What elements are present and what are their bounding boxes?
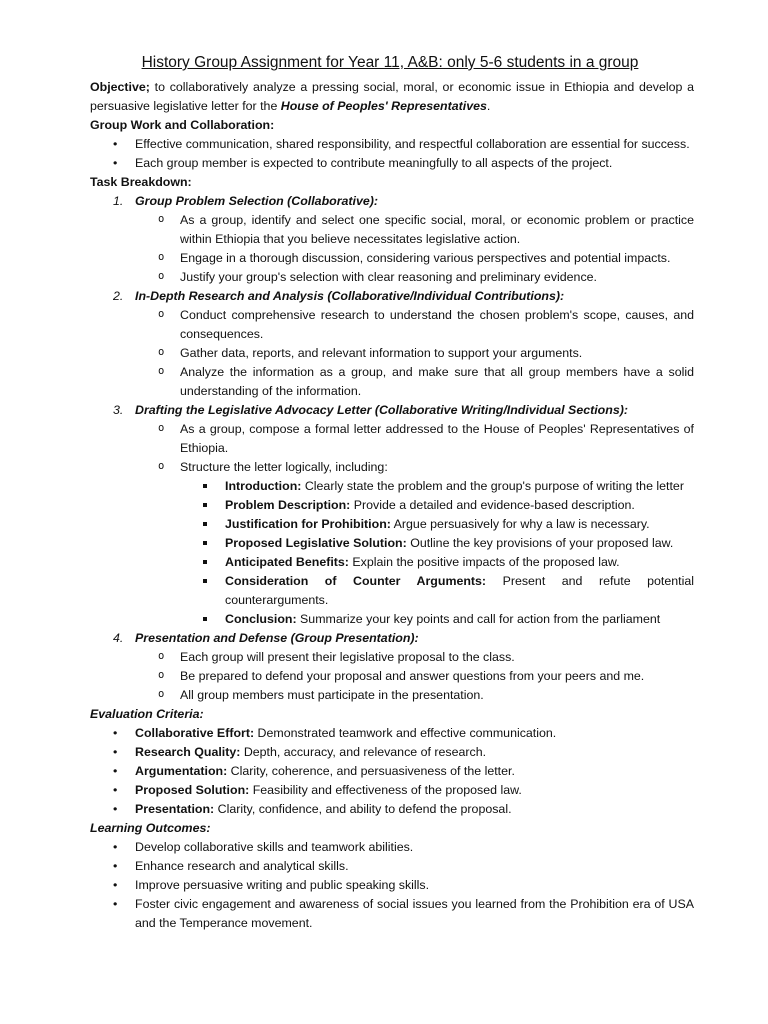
structure-label: Introduction: (225, 479, 302, 493)
list-item: o Analyze the information as a group, and make sure that all group members have a solid understanding of the information. (135, 363, 694, 401)
letter-structure-list (180, 477, 694, 629)
group-work-heading: Group Work and Collaboration: (90, 118, 275, 132)
structure-text: Present and refute potential counterarguments. (225, 574, 694, 607)
evaluation-heading: Evaluation Criteria: (90, 707, 204, 721)
objective-end: . (486, 99, 491, 113)
structure-label: Conclusion: (225, 612, 297, 626)
criterion-label: Research Quality: (135, 745, 241, 759)
criterion-text: Clarity, confidence, and ability to defend the proposal. (214, 802, 512, 816)
list-item: • Effective communication, shared responsibility, and respectful collaboration are essential for success. (90, 135, 694, 154)
task-sublist (135, 420, 694, 629)
task-item-3 (90, 401, 694, 629)
structure-item (180, 553, 694, 572)
task-breakdown-heading: Task Breakdown: (90, 175, 192, 189)
structure-label: Anticipated Benefits: (225, 555, 349, 569)
criterion-text: Depth, accuracy, and relevance of research. (240, 745, 487, 759)
list-item: o All group members must participate in the presentation. (135, 686, 694, 705)
structure-label: Problem Description: (225, 498, 351, 512)
list-item-text: Structure the letter logically, including: (180, 460, 388, 474)
outcomes-heading: Learning Outcomes: (90, 821, 211, 835)
assignment-title: History Group Assignment for Year 11, A&B: only 5-6 students in a group (141, 54, 639, 71)
task-title: Group Problem Selection (Collaborative): (135, 194, 379, 208)
task-item-1 (90, 192, 694, 287)
structure-item (180, 572, 694, 610)
list-item: • Foster civic engagement and awareness of social issues you learned from the Prohibition era of USA and the Temperance movement. (90, 895, 694, 933)
task-sublist (135, 211, 694, 287)
criterion-text: Feasibility and effectiveness of the proposed law. (249, 783, 522, 797)
task-sublist (135, 306, 694, 401)
outcomes-list (90, 838, 694, 933)
structure-text: Explain the positive impacts of the proposed law. (348, 555, 620, 569)
task-sublist (135, 648, 694, 705)
evaluation-list (90, 724, 694, 819)
list-item: o Gather data, reports, and relevant information to support your arguments. (135, 344, 694, 363)
objective-emphasis: House of Peoples' Representatives (280, 99, 487, 113)
objective-label: Objective; (90, 80, 150, 94)
list-item: o Justify your group's selection with clear reasoning and preliminary evidence. (135, 268, 694, 287)
structure-label: Proposed Legislative Solution: (225, 536, 407, 550)
task-list (90, 192, 694, 705)
list-item: • Improve persuasive writing and public speaking skills. (90, 876, 694, 895)
task-number: 1. (113, 194, 124, 208)
list-item: • Enhance research and analytical skills. (90, 857, 694, 876)
task-title: In-Depth Research and Analysis (Collaborative/Individual Contributions): (135, 289, 565, 303)
list-item (135, 458, 694, 629)
list-item (90, 781, 694, 800)
task-title: Presentation and Defense (Group Presentation): (135, 631, 419, 645)
list-item: o Engage in a thorough discussion, considering various perspectives and potential impacts. (135, 249, 694, 268)
structure-label: Justification for Prohibition: (225, 517, 391, 531)
structure-item (180, 477, 694, 496)
criterion-label: Presentation: (135, 802, 215, 816)
group-work-list (90, 135, 694, 173)
structure-label: Consideration of Counter Arguments: (225, 574, 487, 588)
task-number: 2. (113, 289, 124, 303)
list-item (90, 800, 694, 819)
structure-text: Clearly state the problem and the group's purpose of writing the letter (301, 479, 684, 493)
structure-text: Provide a detailed and evidence-based description. (350, 498, 635, 512)
criterion-label: Collaborative Effort: (135, 726, 255, 740)
list-item: o As a group, compose a formal letter addressed to the House of Peoples' Representatives of Ethiopia. (135, 420, 694, 458)
structure-text: Argue persuasively for why a law is necessary. (390, 517, 650, 531)
list-item: • Each group member is expected to contribute meaningfully to all aspects of the project. (90, 154, 694, 173)
task-number: 3. (113, 403, 124, 417)
structure-item (180, 496, 694, 515)
list-item (90, 724, 694, 743)
list-item: o Conduct comprehensive research to understand the chosen problem's scope, causes, and consequences. (135, 306, 694, 344)
criterion-text: Clarity, coherence, and persuasiveness of the letter. (227, 764, 515, 778)
list-item: • Develop collaborative skills and teamwork abilities. (90, 838, 694, 857)
criterion-text: Demonstrated teamwork and effective communication. (254, 726, 557, 740)
criterion-label: Argumentation: (135, 764, 228, 778)
structure-text: Outline the key provisions of your proposed law. (406, 536, 674, 550)
objective-text: to collaboratively analyze a pressing social, moral, or economic issue in Ethiopia and develop a persuasive legislative letter for the (90, 80, 694, 113)
criterion-label: Proposed Solution: (135, 783, 250, 797)
objective-paragraph (90, 78, 694, 116)
structure-item (180, 515, 694, 534)
list-item (90, 762, 694, 781)
task-title: Drafting the Legislative Advocacy Letter (Collaborative Writing/Individual Sections): (135, 403, 628, 417)
task-number: 4. (113, 631, 124, 645)
structure-text: Summarize your key points and call for action from the parliament (296, 612, 661, 626)
task-item-4 (90, 629, 694, 705)
structure-item (180, 534, 694, 553)
list-item: o Each group will present their legislative proposal to the class. (135, 648, 694, 667)
structure-item (180, 610, 694, 629)
list-item (90, 743, 694, 762)
list-item: o As a group, identify and select one specific social, moral, or economic problem or practice within Ethiopia that you believe necessitates legislative action. (135, 211, 694, 249)
list-item: o Be prepared to defend your proposal and answer questions from your peers and me. (135, 667, 694, 686)
task-item-2 (90, 287, 694, 401)
